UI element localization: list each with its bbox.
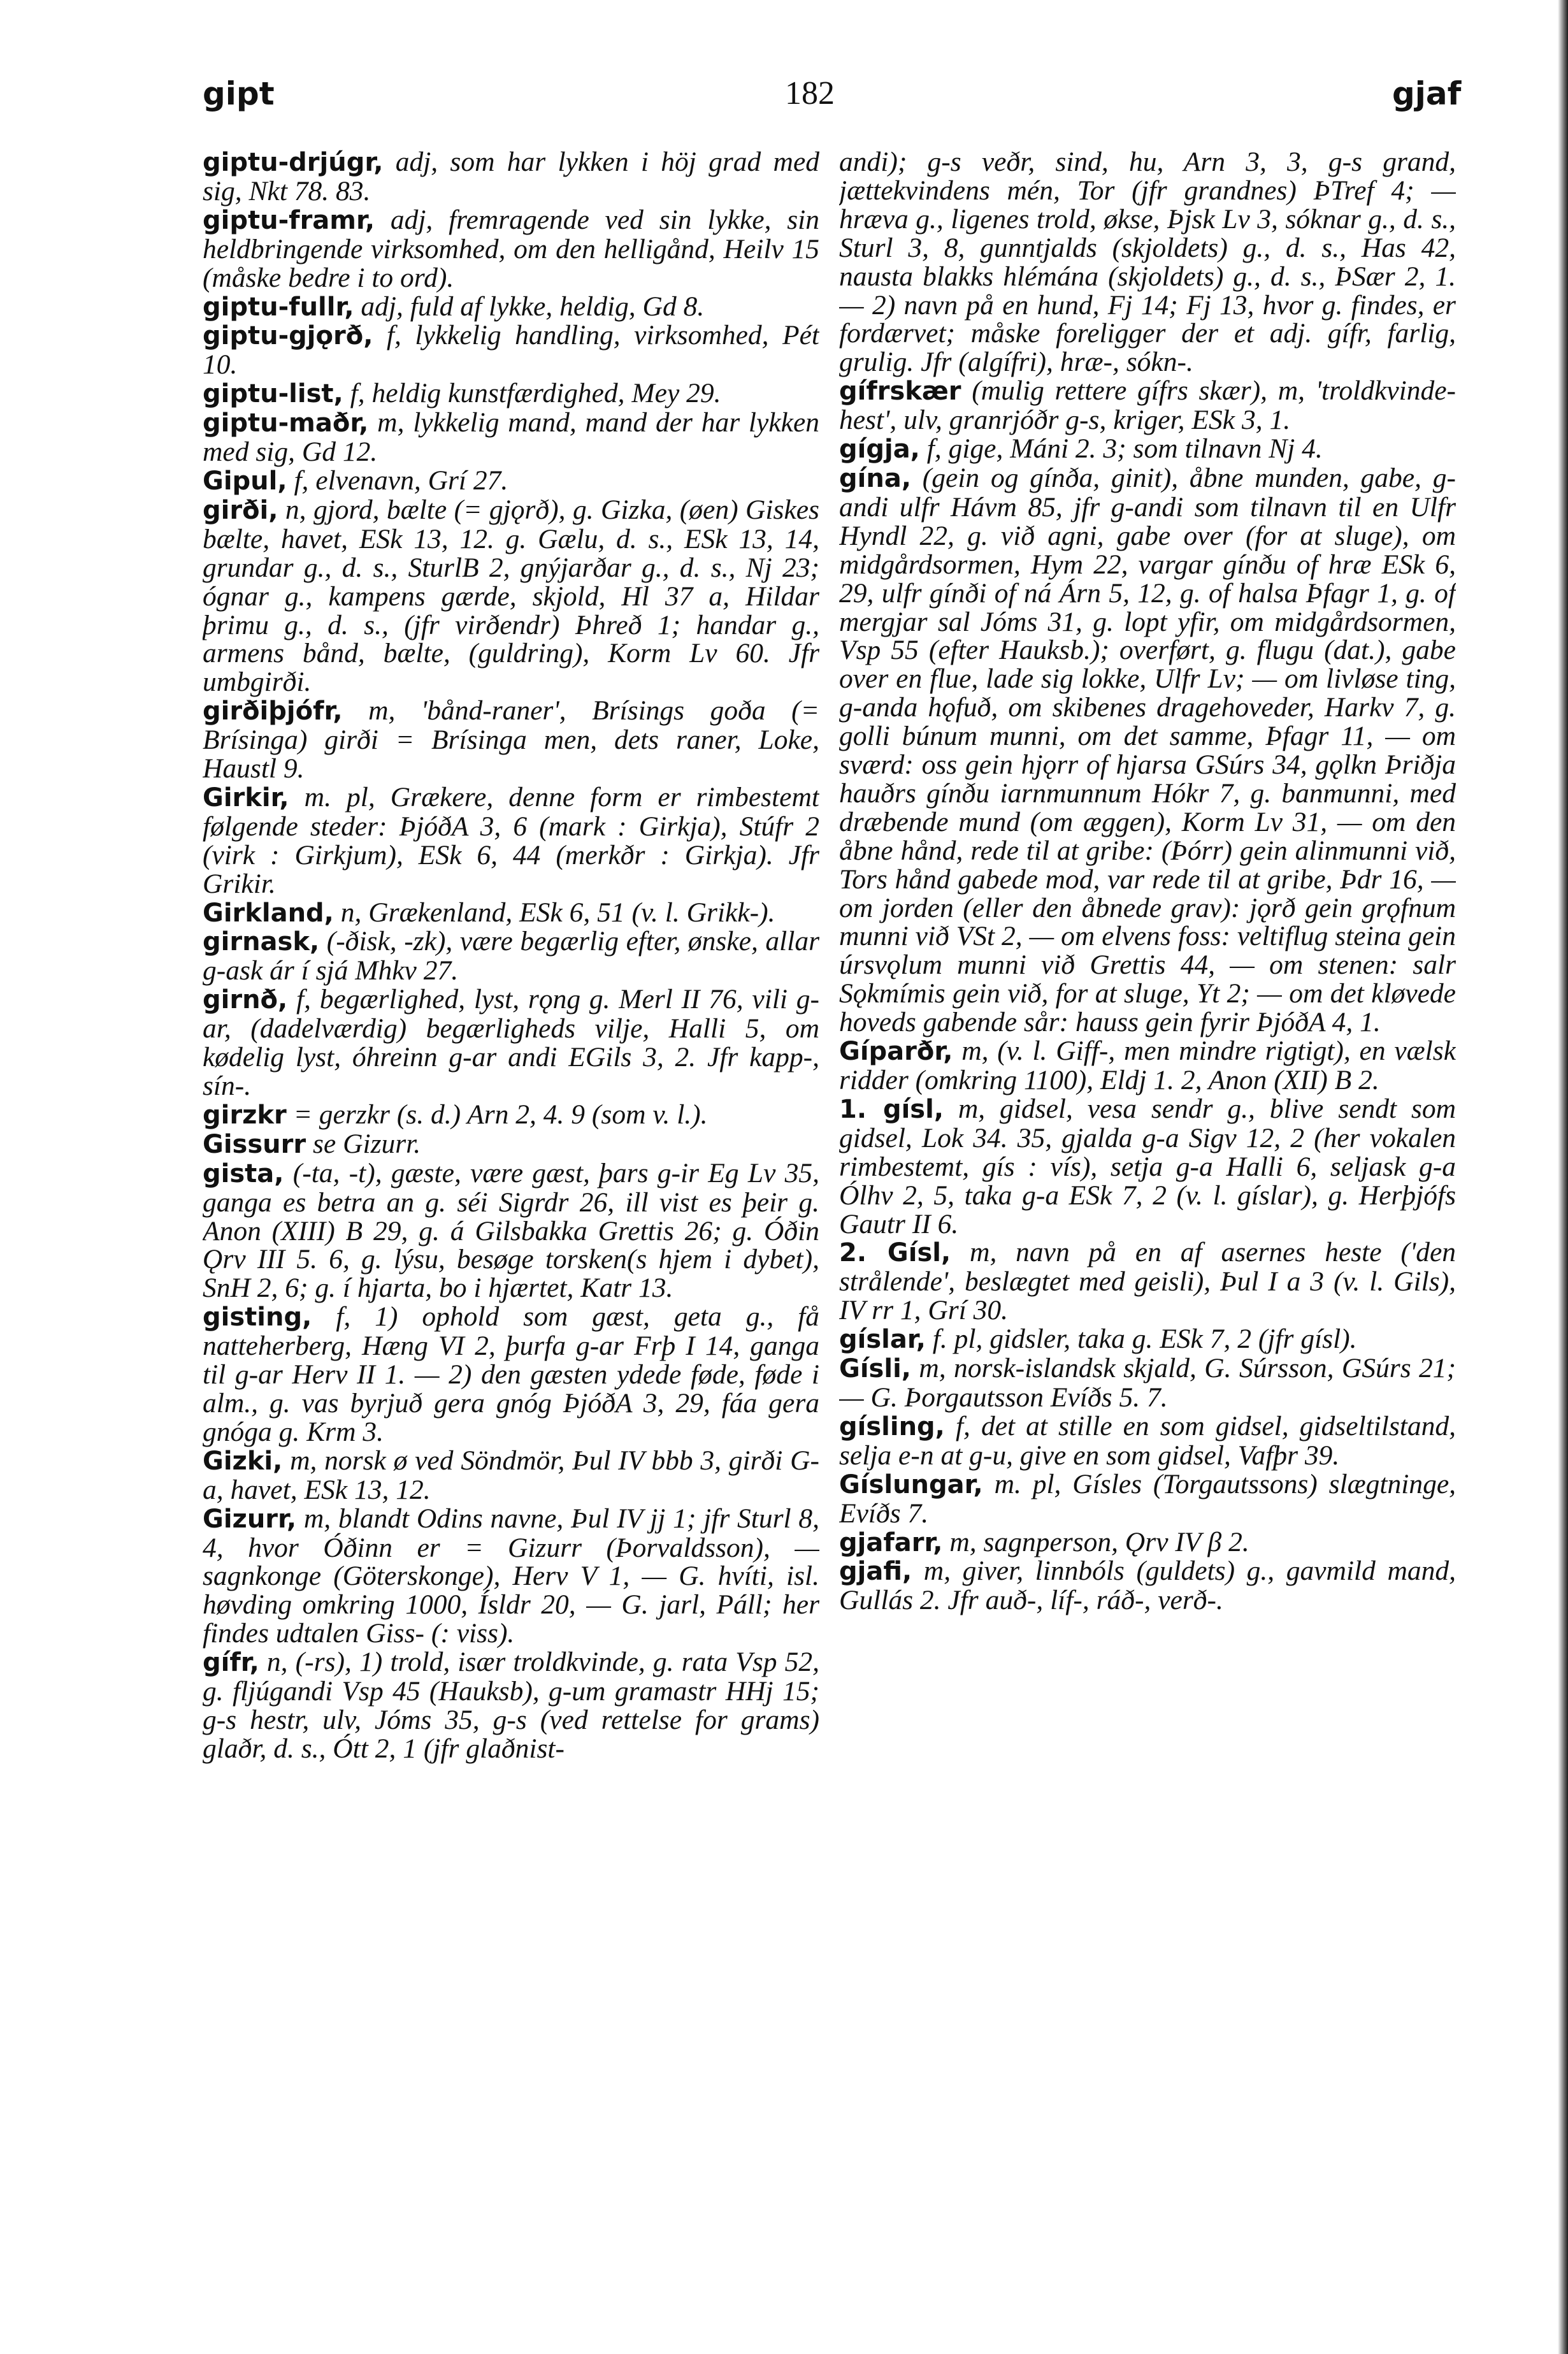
entry-definition: m, 'bånd-raner', Brísings goða (= Brísinga) girði = Brísinga men, dets raner, Loke, Haustl 9. <box>203 695 819 784</box>
entry-definition: n, Grækenland, ESk 6, 51 (v. l. Grikk-). <box>340 897 775 928</box>
dictionary-entry <box>203 985 819 1101</box>
right-column <box>839 148 1456 2308</box>
dictionary-entry <box>203 783 819 899</box>
entry-headword: girnð, <box>203 985 288 1015</box>
entry-definition: andi); g-s veðr, sind, hu, Arn 3, 3, g-s grand, jættekvindens mén, Tor (jfr grandnes) ÞTref 4; — hræva g., ligenes trold, økse, Þjsk Lv 3, sóknar g., d. s., Sturl 3, 8, gunntjalds (skjoldets) g., d. s., Has 42, nausta blakks hlémána (skjoldets) g., d. s., ÞSær 2, 1. — 2) navn på en hund, Fj 14; Fj 13, hvor g. findes, er fordærvet; måske foreligger der et adj. gífr, farlig, grulig. Jfr (algífri), hræ-, sókn-. <box>839 148 1456 378</box>
entry-headword: girnask, <box>203 927 320 957</box>
entry-headword: 2. Gísl, <box>839 1238 951 1268</box>
entry-headword: giptu-gjǫrð, <box>203 321 373 351</box>
entry-definition: = gerzkr (s. d.) Arn 2, 4. 9 (som v. l.). <box>293 1099 708 1130</box>
entry-headword: girðiþjófr, <box>203 697 343 726</box>
entry-definition: m, lykkelig mand, mand der har lykken med sig, Gd 12. <box>203 407 819 468</box>
dictionary-entry <box>203 927 819 985</box>
dictionary-entry <box>203 1101 819 1130</box>
entry-headword: Gíslungar, <box>839 1469 983 1499</box>
running-head-left: gipt <box>203 75 275 112</box>
entry-headword: giptu-fullr, <box>203 292 354 322</box>
dictionary-entry <box>839 1412 1456 1470</box>
dictionary-entry <box>203 496 819 697</box>
entry-headword: girzkr <box>203 1100 287 1130</box>
entry-headword: giptu-maðr, <box>203 408 369 438</box>
dictionary-entry <box>203 321 819 379</box>
dictionary-entry <box>839 1238 1456 1325</box>
entry-headword: Gizurr, <box>203 1504 297 1534</box>
dictionary-entry <box>203 697 819 783</box>
entry-headword: gjafi, <box>839 1557 912 1587</box>
entry-headword: gjafarr, <box>839 1527 943 1557</box>
entry-definition: f, elvenavn, Grí 27. <box>294 465 508 496</box>
dictionary-entry <box>839 377 1456 435</box>
entry-headword: gisting, <box>203 1303 312 1332</box>
entry-definition: (-ðisk, -zk), være begærlig efter, ønske, allar g-ask ár í sjá Mhkv 27. <box>203 926 819 986</box>
dictionary-entry <box>839 1470 1456 1528</box>
entry-headword: gífrskær <box>839 377 961 407</box>
entry-definition: m. pl, Grækere, denne form er rimbestemt følgende steder: ÞjóðA 3, 6 (mark : Girkja), Stúfr 2 (virk : Girkjum), ESk 6, 44 (merkðr : Girkja). Jfr Grikir. <box>203 781 819 899</box>
entry-definition: m, blandt Odins navne, Þul IV jj 1; jfr Sturl 8, 4, hvor Óðinn er = Gizurr (Þorvaldsson), — sagnkonge (Göterskonge), Herv V 1, — G. hvíti, isl. høvding omkring 1000, Ísldr 20, — G. jarl, Páll; her findes udtalen Giss- (: viss). <box>203 1503 819 1649</box>
entry-definition: f, gige, Máni 2. 3; som tilnavn Nj 4. <box>926 433 1323 465</box>
entry-definition: n, gjord, bælte (= gjǫrð), g. Gizka, (øen) Giskes bælte, havet, ESk 13, 12. g. Gælu, d. s., ESk 13, 14, grundar g., d. s., SturlB 2, gnýjarðar g., d. s., Nj 23; ógnar g., kampens gærde, skjold, Hl 37 a, Hildar þrimu g., d. s., (jfr virðendr) Þhreð 1; handar g., armens bånd, bælte, (guldring), Korm Lv 60. Jfr umbgirði. <box>203 494 819 698</box>
entry-definition: m, norsk-islandsk skjald, G. Súrsson, GSúrs 21; — G. Þorgautsson Evíðs 5. 7. <box>839 1353 1456 1413</box>
page-edge-shadow <box>1558 0 1568 2354</box>
entry-headword: Gísli, <box>839 1354 911 1384</box>
entry-definition: adj, som har lykken i höj grad med sig, Nkt 78. 83. <box>203 148 819 206</box>
entry-headword: giptu-list, <box>203 379 343 409</box>
dictionary-entry <box>839 1095 1456 1239</box>
entry-definition: (gein og gínða, ginit), åbne munden, gabe, g-andi ulfr Hávm 85, jfr g-andi som tilnavn til en Ulfr Hyndl 22, g. við agni, gabe over (for at sluge), om midgårdsormen, Hym 22, vargar gínðu of hræ ESk 6, 29, ulfr gínði of ná Árn 5, 12, g. of halsa Þfagr 1, g. of mergjar sal Jóms 31, g. lopt yfir, om midgårdsormen, Vsp 55 (efter Hauksb.); overført, g. flugu (dat.), gabe over en flue, lade sig lokke, Ulfr Lv; — om livløse ting, g-anda hǫfuð, om skibenes dragehoveder, Harkv 7, g. golli búnum munni, om det samme, Þfagr 11, — om sværd: oss gein hjǫrr of hjarsa GSúrs 34, gǫlkn Þriðja hauðrs gínðu iarnmunnum Hókr 7, g. banmunni, med dræbende mund (om æggen), Korm Lv 31, — om den åbne hånd, rede til at gribe: (Þórr) gein alinmunni við, Tors hånd gabede mod, var rede til at gribe, Þdr 16, — om jorden (eller den åbnede grav): jǫrð gein grǫfnum munni við VSt 2, — om elvens foss: veltiflug steina gein úrsvǫlum munni við Grettis 44, — om stenen: salr Sǫkmímis gein við, for at sluge, Yt 2; — om det kløvede hoveds gabende sår: hauss gein fyrir ÞjóðA 4, 1. <box>839 462 1456 1038</box>
dictionary-entry <box>203 1303 819 1447</box>
page-number: 182 <box>785 75 835 112</box>
entry-headword: gista, <box>203 1159 284 1188</box>
entry-definition: m, norsk ø ved Söndmör, Þul IV bbb 3, girði G-a, havet, ESk 13, 12. <box>203 1445 819 1505</box>
dictionary-entry <box>203 1447 819 1505</box>
entry-headword: gísling, <box>839 1412 945 1441</box>
entry-definition: adj, fuld af lykke, heldig, Gd 8. <box>361 291 705 322</box>
entry-headword: Gipul, <box>203 466 287 496</box>
entry-headword: gígja, <box>839 435 920 465</box>
entry-definition: (-ta, -t), gæste, være gæst, þars g-ir Eg Lv 35, ganga es betra an g. séi Sigrdr 26, ill vist es þeir g. Anon (XIII) B 29, g. á Gilsbakka Grettis 26; g. Óðin Ǫrv III 5. 6, g. lýsu, besøge torsken(s hjem i dybet), SnH 2, 6; g. í hjarta, bo i hjærtet, Katr 13. <box>203 1157 819 1304</box>
entry-headword: gífr, <box>203 1648 259 1678</box>
dictionary-entry <box>203 206 819 292</box>
entry-headword: giptu-framr, <box>203 205 375 235</box>
entry-definition: n, (-rs), 1) trold, især troldkvinde, g. rata Vsp 52, g. fljúgandi Vsp 45 (Hauksb), g-um gramastr HHj 15; g-s hestr, ulv, Jóms 35, g-s (ved rettelse for grams) glaðr, d. s., Ótt 2, 1 (jfr glaðnist- <box>203 1647 819 1764</box>
entry-definition: m, (v. l. Giff-, men mindre rigtigt), en vælsk ridder (omkring 1100), Eldj 1. 2, Anon (XII) B 2. <box>839 1036 1456 1095</box>
entry-headword: girði, <box>203 495 278 525</box>
dictionary-entry <box>203 292 819 322</box>
dictionary-entry <box>839 1325 1456 1354</box>
entry-definition: f, heldig kunstfærdighed, Mey 29. <box>350 378 721 409</box>
dictionary-entry <box>203 466 819 496</box>
left-column <box>203 148 819 2308</box>
entry-headword: 1. gísl, <box>839 1094 944 1124</box>
entry-headword: giptu-drjúgr, <box>203 148 384 177</box>
running-head-right: gjaf <box>1392 75 1462 112</box>
dictionary-entry <box>839 1037 1456 1095</box>
dictionary-entry <box>203 408 819 466</box>
entry-definition: f, 1) ophold som gæst, geta g., få natteherberg, Hæng VI 2, þurfa g-ar Frþ I 14, ganga til g-ar Herv II 1. — 2) den gæsten ydede føde, føde i alm., g. vas byrjuð gera gnóg ÞjóðA 3, 29, fáa gera gnóga g. Krm 3. <box>203 1301 819 1447</box>
entry-definition: f. pl, gidsler, taka g. ESk 7, 2 (jfr gísl). <box>932 1324 1357 1355</box>
entry-definition: f, begærlighed, lyst, rǫng g. Merl II 76, vili g-ar, (dadelværdig) begærligheds vilje, Halli 5, om kødelig lyst, óhreinn g-ar andi EGils 3, 2. Jfr kapp-, sín-. <box>203 984 819 1101</box>
entry-headword: Gissurr <box>203 1129 306 1159</box>
entry-definition: f, lykkelig handling, virksomhed, Pét 10. <box>203 320 819 380</box>
entry-headword: Girkland, <box>203 898 334 928</box>
entry-headword: Gíparðr, <box>839 1037 953 1067</box>
dictionary-entry <box>203 899 819 928</box>
entry-definition: m, navn på en af asernes heste ('den strålende', beslægtet med geisli), Þul I a 3 (v. l. Gils), IV rr 1, Grí 30. <box>839 1237 1456 1326</box>
entry-headword: gíslar, <box>839 1325 926 1355</box>
entry-headword: Gizki, <box>203 1446 283 1476</box>
dictionary-entry <box>203 1130 819 1159</box>
entry-definition: m, gidsel, vesa sendr g., blive sendt som gidsel, Lok 34. 35, gjalda g-a Sigv 12, 2 (her vokalen rimbestemt, gís : vís), setja g-a Halli 6, seljask g-a Ólhv 2, 5, taka g-a ESk 7, 2 (v. l. gíslar), g. Herþjófs Gautr II 6. <box>839 1093 1456 1239</box>
entry-definition: se Gizurr. <box>312 1128 421 1159</box>
dictionary-entry <box>839 1557 1456 1615</box>
dictionary-entry <box>839 464 1456 1037</box>
dictionary-entry <box>839 148 1456 377</box>
entry-definition: m. pl, Gísles (Torgautssons) slægtninge, Evíðs 7. <box>839 1468 1456 1529</box>
entry-definition: m, giver, linnbóls (guldets) g., gavmild mand, Gullás 2. Jfr auð-, líf-, ráð-, verð-. <box>839 1556 1456 1616</box>
dictionary-entry <box>203 1159 819 1303</box>
entry-definition: (mulig rettere gífrs skær), m, 'troldkvinde-hest', ulv, granrjóðr g-s, kriger, ESk 3, 1. <box>839 375 1456 436</box>
dictionary-entry <box>839 1528 1456 1557</box>
dictionary-entry <box>203 379 819 408</box>
dictionary-entry <box>839 1354 1456 1412</box>
entry-definition: f, det at stille en som gidsel, gidseltilstand, selja e-n at g-u, give en som gidsel, Vafþr 39. <box>839 1410 1456 1471</box>
dictionary-entry <box>839 435 1456 464</box>
dictionary-entry <box>203 1648 819 1763</box>
dictionary-entry <box>203 1505 819 1649</box>
entry-definition: m, sagnperson, Ǫrv IV β 2. <box>949 1526 1249 1557</box>
entry-headword: Girkir, <box>203 783 289 812</box>
entry-definition: adj, fremragende ved sin lykke, sin heldbringende virksomhed, om den helligånd, Heilv 15 (måske bedre i to ord). <box>203 204 819 293</box>
entry-headword: gína, <box>839 463 912 493</box>
dictionary-entry <box>203 148 819 206</box>
